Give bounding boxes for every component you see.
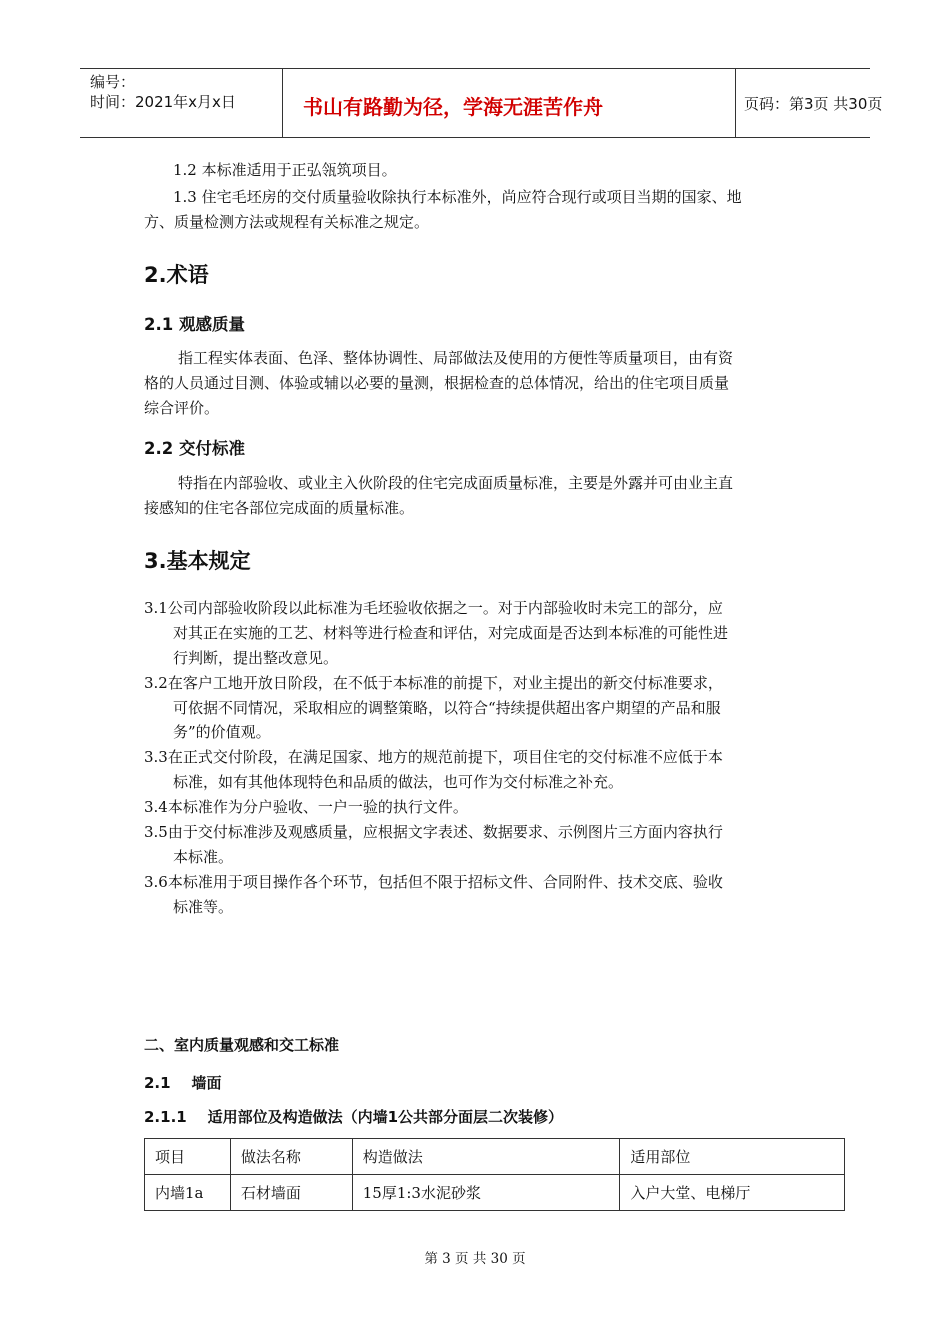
section-3-line: 3.4本标准作为分户验收、一户一验的执行文件。	[144, 798, 468, 816]
section-3-line: 本标准。	[173, 848, 234, 866]
section-2-1-heading: 2.1 观感质量	[144, 315, 245, 334]
header-page-info: 页码：第3页 共30页	[744, 95, 883, 113]
page-footer: 第 3 页 共 30 页	[424, 1251, 526, 1267]
document-time-label: 时间：2021年x月x日	[90, 93, 236, 111]
section-2-2-heading: 2.2 交付标准	[144, 439, 245, 458]
header-motto-cell	[282, 69, 736, 137]
section-3-line: 标准等。	[173, 898, 234, 916]
table-cell: 入户大堂、电梯厅	[620, 1175, 845, 1211]
table-header-cell: 适用部位	[620, 1139, 845, 1175]
section-3-line: 3.6本标准用于项目操作各个环节，包括但不限于招标文件、合同附件、技术交底、验收	[144, 873, 723, 891]
section-2-1-wall-heading: 2.1 墙面	[144, 1074, 222, 1092]
table-cell: 石材墙面	[230, 1175, 352, 1211]
section-3-line: 3.5由于交付标准涉及观感质量，应根据文字表述、数据要求、示例图片三方面内容执行	[144, 823, 723, 841]
table-row	[145, 1175, 845, 1211]
part-2-heading: 二、室内质量观感和交工标准	[144, 1036, 340, 1054]
section-3-line: 3.3在正式交付阶段，在满足国家、地方的规范前提下，项目住宅的交付标准不应低于本	[144, 748, 723, 766]
section-2-1-line: 指工程实体表面、色泽、整体协调性、局部做法及使用的方便性等质量项目，由有资	[178, 349, 734, 367]
section-3-line: 3.2在客户工地开放日阶段，在不低于本标准的前提下，对业主提出的新交付标准要求，	[144, 674, 723, 692]
page-header	[80, 68, 883, 138]
section-2-1-line: 格的人员通过目测、体验或辅以必要的量测，根据检查的总体情况，给出的住宅项目质量	[144, 374, 730, 392]
construction-table	[144, 1138, 845, 1211]
section-3-line: 对其正在实施的工艺、材料等进行检查和评估，对完成面是否达到本标准的可能性进	[173, 624, 729, 642]
section-2-2-line: 接感知的住宅各部位完成面的质量标准。	[144, 499, 415, 517]
section-3-line: 行判断，提出整改意见。	[173, 649, 339, 667]
document-number-label: 编号：	[90, 73, 136, 91]
header-meta	[80, 69, 282, 137]
section-2-heading: 2.术语	[144, 263, 209, 287]
header-motto: 书山有路勤为径，学海无涯苦作舟	[303, 95, 603, 119]
clause-1-2: 1.2 本标准适用于正弘瓴筑项目。	[173, 161, 397, 179]
table-cell: 内墙1a	[145, 1175, 231, 1211]
header-page-cell	[734, 69, 883, 137]
section-3-heading: 3.基本规定	[144, 549, 251, 573]
table-header-cell: 做法名称	[230, 1139, 352, 1175]
table-header-cell: 项目	[145, 1139, 231, 1175]
section-2-1-1-heading: 2.1.1 适用部位及构造做法（内墙1公共部分面层二次装修）	[144, 1108, 564, 1126]
section-2-1-line: 综合评价。	[144, 399, 220, 417]
table-cell: 15厚1:3水泥砂浆	[352, 1175, 620, 1211]
section-3-line: 可依据不同情况，采取相应的调整策略，以符合“持续提供超出客户期望的产品和服	[173, 699, 721, 717]
clause-1-3-line2: 方、质量检测方法或规程有关标准之规定。	[144, 213, 430, 231]
clause-1-3-line1: 1.3 住宅毛坯房的交付质量验收除执行本标准外，尚应符合现行或项目当期的国家、地	[173, 188, 742, 206]
section-3-line: 3.1公司内部验收阶段以此标准为毛坯验收依据之一。对于内部验收时未完工的部分，应	[144, 599, 723, 617]
section-3-line: 标准，如有其他体现特色和品质的做法，也可作为交付标准之补充。	[173, 773, 624, 791]
table-header-row	[145, 1139, 845, 1175]
section-2-2-line: 特指在内部验收、或业主入伙阶段的住宅完成面质量标准，主要是外露并可由业主直	[178, 474, 734, 492]
table-header-cell: 构造做法	[352, 1139, 620, 1175]
section-3-line: 务”的价值观。	[173, 723, 271, 741]
